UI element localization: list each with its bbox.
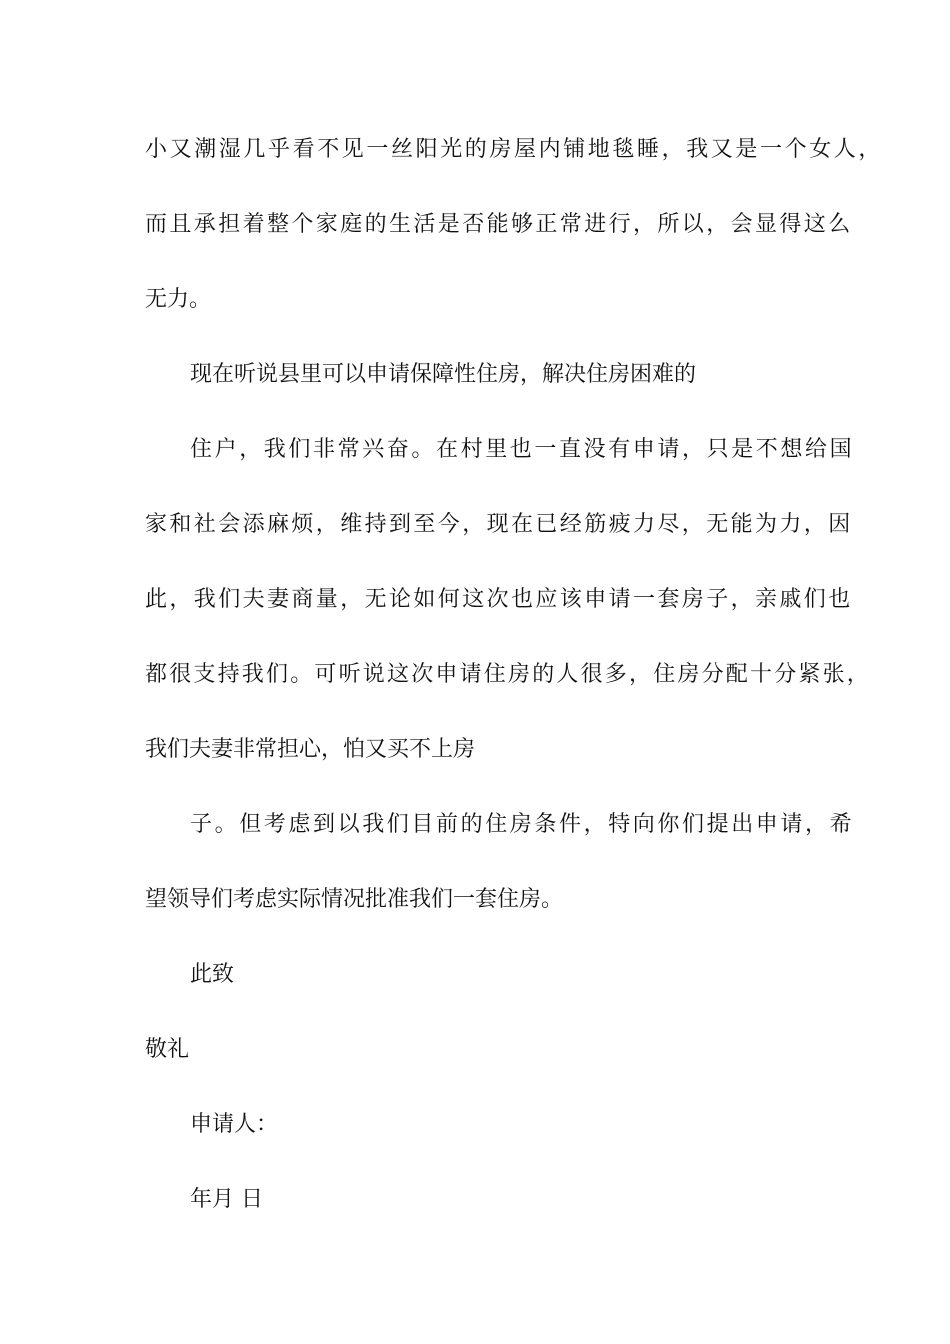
paragraph-line-7: 此，我们夫妻商量，无论如何这次也应该申请一套房子，亲戚们也 (145, 587, 853, 612)
paragraph-line-5: 住户，我们非常兴奋。在村里也一直没有申请，只是不想给国 (190, 437, 855, 462)
paragraph-line-10: 子。但考虑到以我们目前的住房条件，特向你们提出申请，希 (190, 812, 855, 837)
paragraph-line-2: 而且承担着整个家庭的生活是否能够正常进行，所以，会显得这么 (145, 212, 853, 237)
paragraph-line-9: 我们夫妻非常担心，怕又买不上房 (145, 737, 476, 762)
paragraph-line-8: 都很支持我们。可听说这次申请住房的人很多，住房分配十分紧张， (145, 662, 872, 687)
paragraph-line-3: 无力。 (145, 287, 212, 312)
applicant-label: 申请人： (190, 1112, 279, 1137)
closing-salutation: 此致 (190, 962, 235, 987)
date-label: 年月 日 (190, 1187, 263, 1212)
closing-regards: 敬礼 (145, 1037, 190, 1062)
paragraph-line-1: 小又潮湿几乎看不见一丝阳光的房屋内铺地毯睡，我又是一个女人， (145, 137, 884, 162)
paragraph-line-11: 望领导们考虑实际情况批准我们一套住房。 (145, 887, 564, 912)
paragraph-line-4: 现在听说县里可以申请保障性住房，解决住房困难的 (190, 362, 697, 387)
paragraph-line-6: 家和社会添麻烦，维持到至今，现在已经筋疲力尽，无能为力，因 (145, 512, 853, 537)
